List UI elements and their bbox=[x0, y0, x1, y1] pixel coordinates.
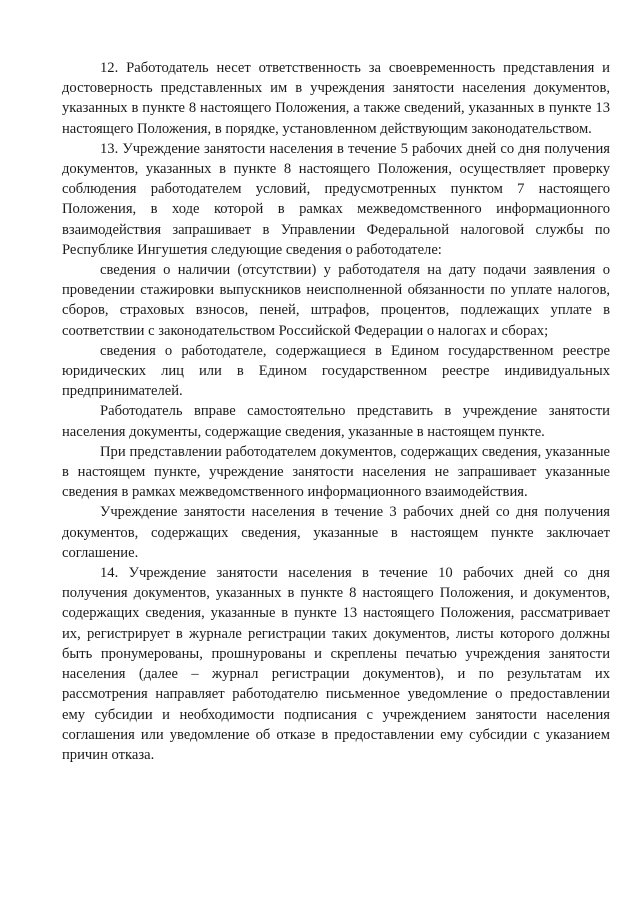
paragraph-13-self-submission: Работодатель вправе самостоятельно представить в учреждение занятости населения документы, содержащие сведения, указанные в настоящем пункте. bbox=[62, 403, 610, 440]
paragraph-14: 14. Учреждение занятости населения в течение 10 рабочих дней со дня получения документов, указанных в пункте 8 настоящего Положения, и документов, содержащих сведения, указанные в пункте 13 настоящего Положения, рассматривает их, регистрирует в журнале регистрации таких документов, листы которого должны быть пронумерованы, прошнурованы и скреплены печатью учреждения занятости населения (далее – журнал регистрации документов), и по результатам их рассмотрения направляет работодателю письменное уведомление о предоставлении ему субсидии и необходимости подписания с учреждением занятости населения соглашения или уведомление об отказе в предоставлении ему субсидии с указанием причин отказа. bbox=[62, 565, 610, 763]
paragraph-13: 13. Учреждение занятости населения в течение 5 рабочих дней со дня получения документов, указанных в пункте 8 настоящего Положения, осуществляет проверку соблюдения работодателем условий, предусмотренных пунктом 7 настоящего Положения, в ходе которой в рамках межведомственного информационного взаимодействия запрашивает в Управлении Федеральной налоговой службы по Республике Ингушетия следующие сведения о работодателе: bbox=[62, 140, 610, 258]
document-page bbox=[62, 58, 610, 765]
paragraph-13-item-registry: сведения о работодателе, содержащиеся в Едином государственном реестре юридических лиц или в Едином государственном реестре индивидуальных предпринимателей. bbox=[62, 342, 610, 400]
paragraph-13-no-request: При представлении работодателем документов, содержащих сведения, указанные в настоящем пункте, учреждение занятости населения не запрашивает указанные сведения в рамках межведомственного информационного взаимодействия. bbox=[62, 443, 610, 501]
paragraph-13-item-tax-debt: сведения о наличии (отсутствии) у работодателя на дату подачи заявления о проведении стажировки выпускников неисполненной обязанности по уплате налогов, сборов, страховых взносов, пеней, штрафов, процентов, подлежащих уплате в соответствии с законодательством Российской Федерации о налогах и сборах; bbox=[62, 262, 610, 339]
paragraph-13-agreement: Учреждение занятости населения в течение 3 рабочих дней со дня получения документов, содержащих сведения, указанные в настоящем пункте заключает соглашение. bbox=[62, 504, 610, 561]
paragraph-12: 12. Работодатель несет ответственность за своевременность представления и достоверность представленных им в учреждения занятости населения документов, указанных в пункте 8 настоящего Положения, а также сведений, указанных в пункте 13 настоящего Положения, в порядке, установленном действующим законодательством. bbox=[62, 60, 610, 137]
